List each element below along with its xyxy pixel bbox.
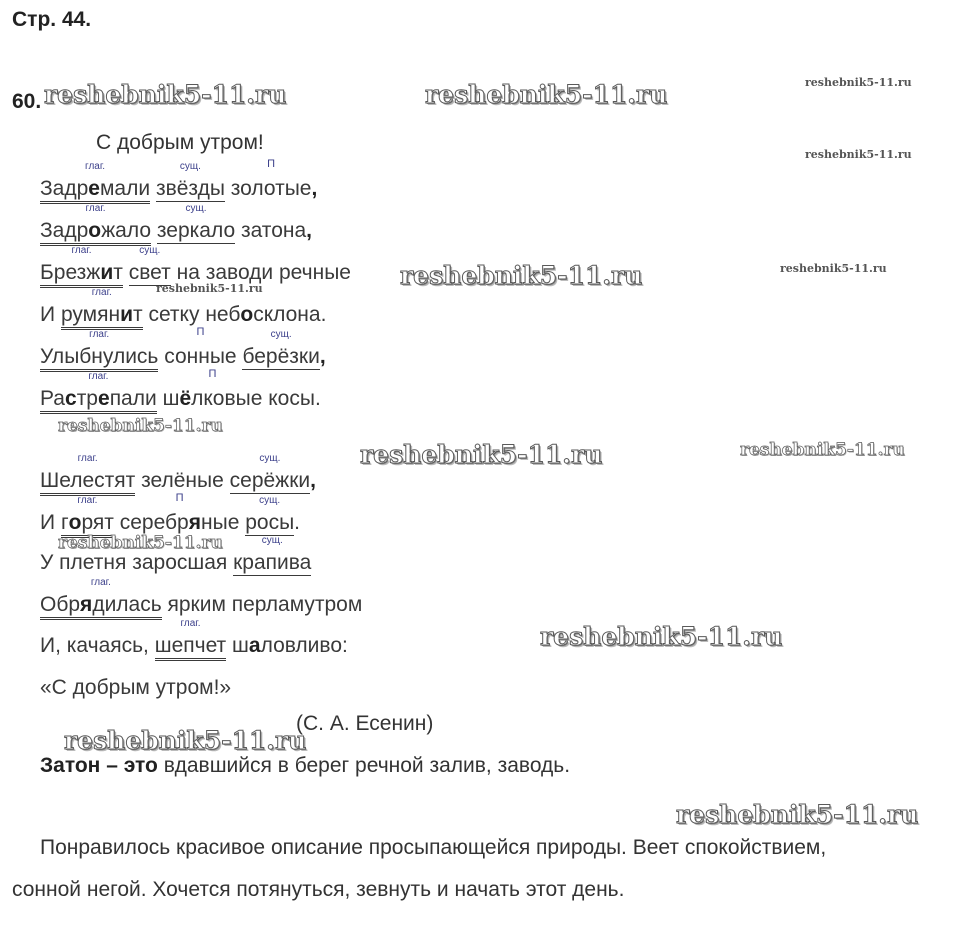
poem-text: . [294, 511, 301, 534]
part-of-speech-mark: глаг. [77, 495, 98, 506]
part-of-speech-mark: глаг. [90, 577, 111, 588]
poem-text: У плетня заросшая [40, 551, 234, 574]
watermark: reshebnik5-11.ru [44, 80, 287, 109]
poem-text: ярким перламутром [161, 593, 363, 616]
part-of-speech-mark: сущ. [259, 453, 281, 464]
word-part: г [60, 511, 69, 534]
poem-text: сонные П [164, 326, 237, 368]
poem-text [162, 368, 263, 414]
analyzed-word: шепчет глаг. [155, 634, 226, 661]
paragraph-line-1: Понравилось красивое описание просыпающейся природы. Веет спокойствием, [40, 836, 827, 859]
poem-text: зелёные [135, 469, 230, 492]
word-part: т [113, 261, 123, 284]
word-part: тр [76, 387, 98, 410]
watermark: reshebnik5-11.ru [740, 440, 905, 460]
poem-text: , [319, 345, 326, 368]
watermark: reshebnik5-11.ru [780, 262, 887, 275]
poem-author: (С. А. Есенин) [296, 712, 434, 735]
part-of-speech-mark: П [208, 368, 217, 380]
analyzed-word: Шелестят глаг. [40, 469, 135, 496]
poem-text: И, качаясь, [40, 634, 155, 657]
part-of-speech-mark: глаг. [91, 287, 112, 298]
stressed-letter: и [100, 261, 114, 284]
word-part: т [132, 303, 143, 326]
stressed-letter: о [68, 511, 82, 534]
poem-line [40, 368, 321, 414]
stressed-letter: о [240, 303, 254, 326]
poem-text: И [40, 511, 61, 534]
paragraph-line-2: сонной негой. Хочется потянуться, зевнуть и начать этот день. [12, 878, 625, 901]
part-of-speech-mark: сущ. [270, 329, 292, 340]
poem-text: затона [235, 219, 307, 242]
word-part: мали [99, 177, 151, 200]
watermark: reshebnik5-11.ru [540, 622, 783, 651]
poem-title: С добрым утром! [96, 131, 264, 154]
analyzed-word [40, 161, 151, 204]
stressed-letter: а [248, 634, 261, 657]
part-of-speech-mark: сущ. [261, 535, 283, 546]
watermark: reshebnik5-11.ru [360, 440, 603, 469]
poem-line [40, 326, 326, 372]
part-of-speech-mark: глаг. [89, 329, 110, 340]
watermark: reshebnik5-11.ru [64, 726, 307, 755]
stressed-letter: я [188, 511, 201, 534]
poem-text: , [310, 469, 316, 492]
word-part: Задр [40, 219, 89, 242]
poem-text: сетку [142, 303, 206, 326]
analyzed-word [40, 203, 152, 246]
stressed-letter: и [120, 303, 133, 326]
stressed-letter: о [88, 219, 102, 242]
poem-line [40, 618, 348, 661]
watermark: reshebnik5-11.ru [805, 76, 912, 89]
word-part: жало [101, 219, 152, 242]
analyzed-word: звёзды сущ. [155, 161, 225, 200]
word-part: дилась [92, 593, 162, 616]
analyzed-word: росы сущ. [245, 495, 295, 534]
definition-text: вдавшийся в берег речной залив, заводь. [157, 754, 571, 777]
page-number: Стр. 44. [12, 8, 92, 31]
part-of-speech-mark: глаг. [88, 371, 109, 382]
part-of-speech-mark: сущ. [179, 161, 201, 172]
part-of-speech-mark: П [196, 326, 205, 338]
part-of-speech-mark: глаг. [85, 161, 106, 172]
word-part: Брезж [40, 261, 101, 284]
part-of-speech-mark: глаг. [180, 618, 201, 629]
part-of-speech-mark: глаг. [71, 245, 92, 256]
part-of-speech-mark: сущ. [185, 203, 207, 214]
word-part: ловливо: [260, 634, 348, 657]
watermark: reshebnik5-11.ru [58, 416, 223, 436]
watermark: reshebnik5-11.ru [156, 282, 263, 295]
definition [40, 754, 570, 778]
task-number: 60. [12, 90, 42, 113]
word-part: Задр [40, 177, 89, 200]
word-part: лковые [191, 387, 263, 410]
definition-term: Затон – это [40, 754, 158, 777]
poem-text: «С добрым утром!» [40, 676, 232, 699]
analyzed-word: зеркало сущ. [156, 203, 236, 242]
word-part: Обр [40, 593, 81, 616]
analyzed-word: крапива сущ. [233, 535, 312, 574]
poem-line [40, 203, 312, 246]
poem-line [40, 577, 363, 620]
part-of-speech-mark: П [267, 158, 276, 170]
word-part: серебр [119, 511, 189, 534]
analyzed-word [60, 287, 143, 330]
stressed-letter: с [65, 387, 77, 410]
part-of-speech-mark: глаг. [85, 203, 106, 214]
analyzed-word: берёзки сущ. [242, 329, 320, 368]
word-part: ш [162, 387, 180, 410]
stressed-letter: я [80, 593, 93, 616]
poem-line [40, 673, 231, 703]
poem-text: косы. [262, 387, 321, 410]
analyzed-word: серёжки сущ. [229, 453, 311, 492]
watermark: reshebnik5-11.ru [425, 80, 668, 109]
stressed-letter: е [88, 177, 100, 200]
poem-text: , [306, 219, 312, 242]
part-of-speech-mark: сущ. [259, 495, 281, 506]
analyzed-word [40, 245, 123, 288]
word-part: румян [60, 303, 121, 326]
poem-text [205, 300, 326, 330]
watermark: reshebnik5-11.ru [58, 533, 223, 553]
word-part: склона. [253, 303, 327, 326]
watermark: reshebnik5-11.ru [805, 148, 912, 161]
word-part: Ра [40, 387, 65, 410]
analyzed-word: свет сущ. [128, 245, 171, 284]
poem-text: золотые П [230, 158, 312, 200]
word-part: неб [205, 303, 241, 326]
analyzed-word [40, 577, 162, 620]
part-of-speech-mark: глаг. [77, 453, 98, 464]
watermark: reshebnik5-11.ru [400, 261, 643, 290]
analyzed-word [40, 371, 157, 414]
part-of-speech-mark: сущ. [139, 245, 161, 256]
word-part: пали [109, 387, 157, 410]
part-of-speech-mark: П [175, 492, 184, 504]
stressed-letter: ё [179, 387, 192, 410]
watermark: reshebnik5-11.ru [676, 800, 919, 829]
poem-text [232, 631, 348, 661]
poem-line [40, 158, 318, 204]
stressed-letter: е [98, 387, 110, 410]
poem-text: на заводи речные [170, 261, 351, 284]
poem-text: И [40, 303, 61, 326]
poem-text: , [311, 177, 318, 200]
word-part: рят [81, 511, 114, 534]
word-part: ные [201, 511, 240, 534]
word-part: ш [232, 634, 249, 657]
analyzed-word: Улыбнулись глаг. [40, 345, 158, 372]
